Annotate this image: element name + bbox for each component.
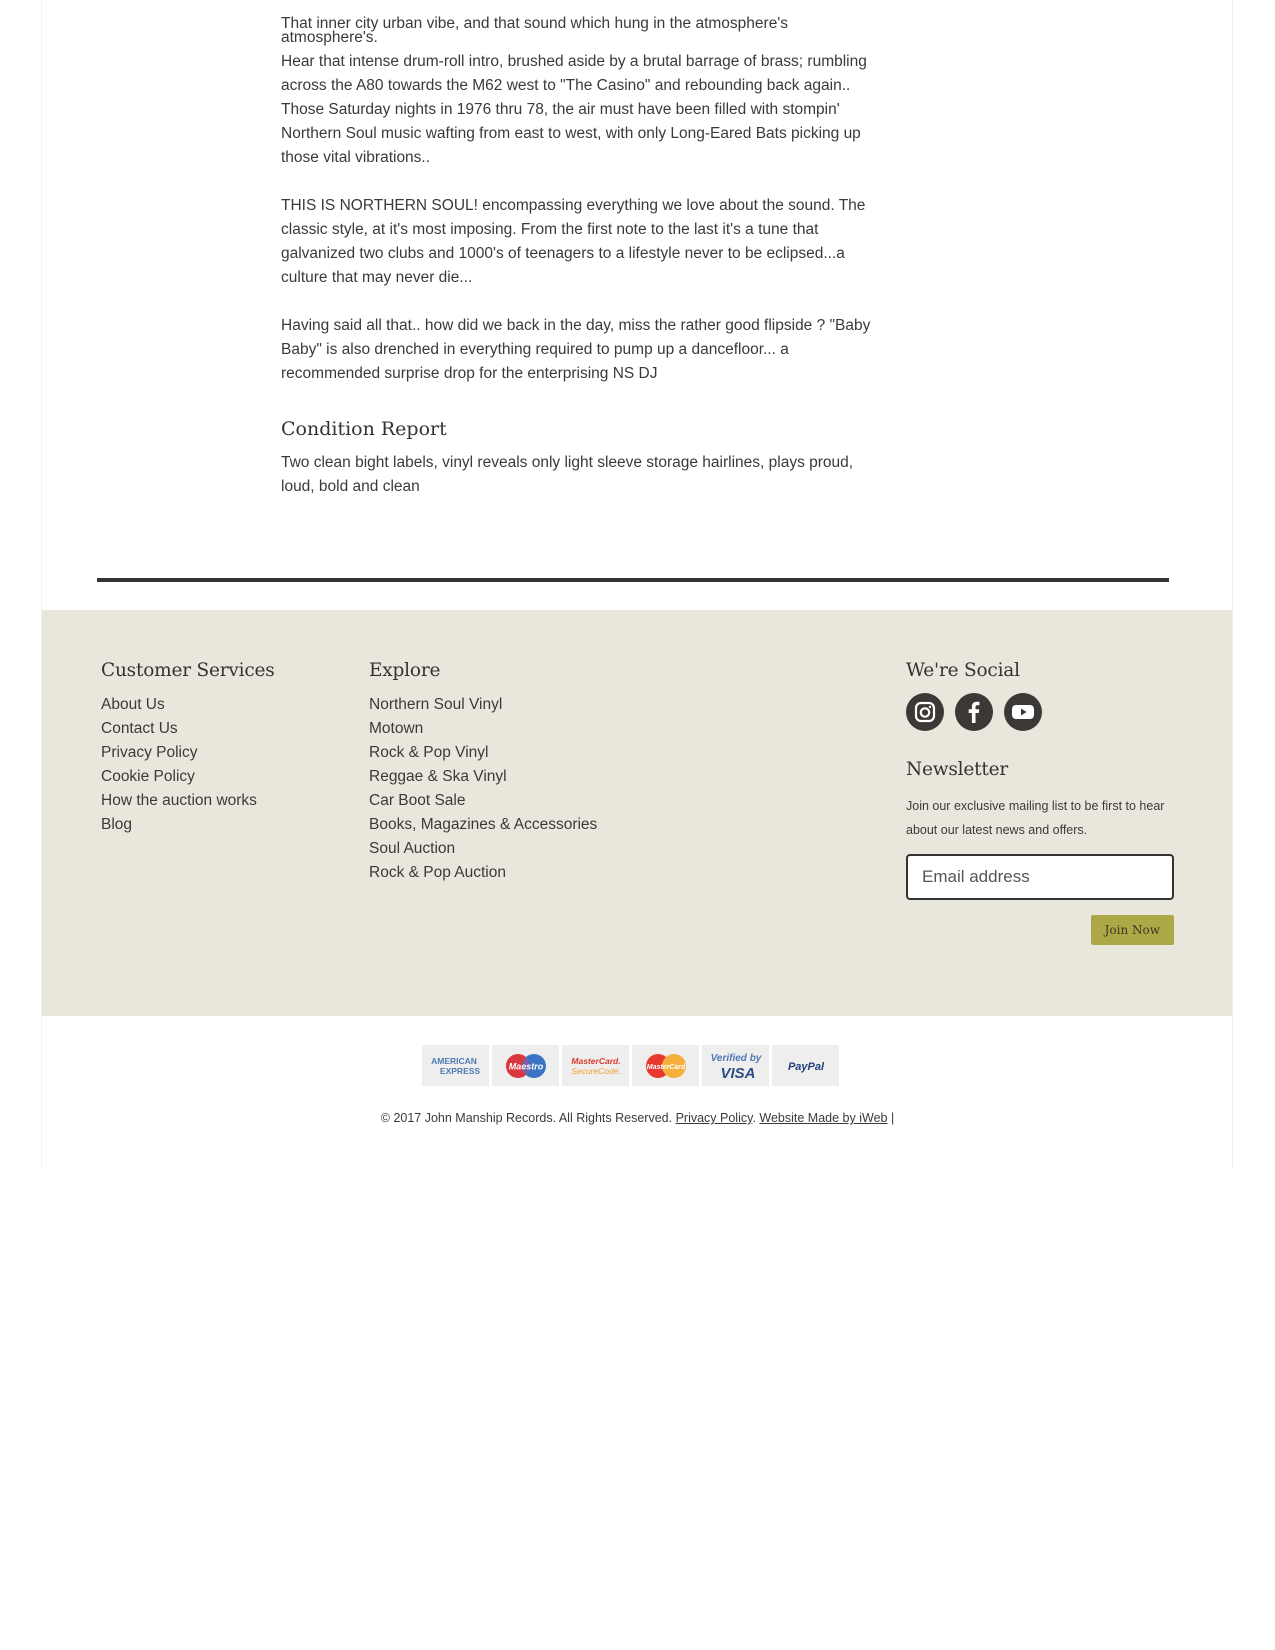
facebook-icon[interactable] <box>955 693 993 731</box>
amex-logo <box>422 1045 489 1086</box>
customer-services-heading: Customer Services <box>101 660 275 681</box>
explore-column <box>369 660 597 885</box>
copyright-bar <box>0 1111 1275 1125</box>
section-divider <box>97 578 1169 582</box>
site-footer <box>42 610 1232 1016</box>
visa-text: VISA <box>719 1064 756 1082</box>
footer-link-rock-pop-vinyl[interactable]: Rock & Pop Vinyl <box>369 744 489 761</box>
paypal-logo <box>772 1045 839 1086</box>
newsletter-description: Join our exclusive mailing list to be first to hear about our latest news and offers. <box>906 799 1165 837</box>
footer-link-books-magazines[interactable]: Books, Magazines & Accessories <box>369 816 598 833</box>
email-field[interactable] <box>906 854 1174 900</box>
social-icons <box>906 693 1176 731</box>
securecode-text-2: SecureCode. <box>570 1065 621 1076</box>
footer-link-soul-auction[interactable]: Soul Auction <box>369 840 456 857</box>
footer-link-rock-pop-auction[interactable]: Rock & Pop Auction <box>369 864 506 881</box>
customer-services-column <box>101 660 275 837</box>
footer-link-northern-soul-vinyl[interactable]: Northern Soul Vinyl <box>369 696 503 713</box>
mastercard-logo <box>632 1045 699 1086</box>
footer-link-car-boot-sale[interactable]: Car Boot Sale <box>369 792 466 809</box>
copyright-text: © 2017 John Manship Records. All Rights Reserved. <box>380 1111 673 1125</box>
youtube-icon[interactable] <box>1004 693 1042 731</box>
verified-by-visa-logo <box>702 1045 769 1086</box>
instagram-icon[interactable] <box>906 693 944 731</box>
amex-text-1: AMERICAN <box>430 1055 477 1066</box>
privacy-policy-link[interactable]: Privacy Policy <box>675 1111 753 1125</box>
cut-off-text-line: That inner city urban vibe, and that sound which hung in the atmosphere's <box>281 15 789 32</box>
amex-text-2: EXPRESS <box>439 1065 480 1076</box>
footer-link-contact-us[interactable]: Contact Us <box>101 720 178 737</box>
footer-link-about-us[interactable]: About Us <box>101 696 165 713</box>
footer-link-privacy-policy[interactable]: Privacy Policy <box>101 744 198 761</box>
footer-link-blog[interactable]: Blog <box>101 816 133 833</box>
article-paragraph-2: THIS IS NORTHERN SOUL! encompassing everything we love about the sound. The classic style, at it's most imposing. From the first note to the last it's a tune that galvanized two clubs and 1000's of teenagers to a lifestyle never to be eclipsed...a culture that may never die... <box>281 197 866 286</box>
newsletter-section <box>906 759 1176 945</box>
maestro-logo <box>492 1045 559 1086</box>
newsletter-heading: Newsletter <box>906 759 1008 780</box>
maestro-text: Maestro <box>508 1061 543 1071</box>
social-newsletter-column <box>906 660 1176 945</box>
verified-text: Verified by <box>710 1052 761 1064</box>
securecode-text-1: MasterCard. <box>570 1055 621 1066</box>
footer-link-reggae-ska-vinyl[interactable]: Reggae & Ska Vinyl <box>369 768 507 785</box>
article-body <box>281 15 881 499</box>
website-made-by-iweb-link[interactable]: Website Made by iWeb <box>759 1111 888 1125</box>
article-paragraph-3: Having said all that.. how did we back in the day, miss the rather good flipside ? "Baby Baby" is also drenched in everything required to pump up a dancefloor... a recommended surprise drop for the enterprising NS DJ <box>281 317 871 382</box>
mastercard-text: MasterCard <box>646 1063 685 1071</box>
paypal-text: PayPal <box>787 1060 824 1073</box>
footer-link-cookie-policy[interactable]: Cookie Policy <box>101 768 195 785</box>
join-now-button[interactable]: Join Now <box>1091 915 1174 945</box>
mastercard-securecode-logo <box>562 1045 629 1086</box>
article-text-line: atmosphere's. <box>281 29 378 46</box>
explore-heading: Explore <box>369 660 441 681</box>
footer-link-how-auction-works[interactable]: How the auction works <box>101 792 257 809</box>
condition-report-heading: Condition Report <box>281 418 447 440</box>
footer-link-motown[interactable]: Motown <box>369 720 424 737</box>
condition-report-text: Two clean bight labels, vinyl reveals only light sleeve storage hairlines, plays proud, loud, bold and clean <box>281 454 854 495</box>
copyright-separator: . <box>752 1111 756 1125</box>
page-container <box>41 0 1233 1168</box>
article-paragraph-1: Hear that intense drum-roll intro, brushed aside by a brutal barrage of brass; rumbling across the A80 towards the M62 west to "The Casino" and rebounding back again.. Those Saturday nights in 1976 thru 78, the air must have been filled with stompin' Northern Soul music wafting from east to west, with only Long-Eared Bats picking up those vital vibrations.. <box>281 53 867 166</box>
social-heading: We're Social <box>906 660 1020 681</box>
payment-methods <box>422 1045 839 1086</box>
copyright-trailing-bar: | <box>890 1111 895 1125</box>
